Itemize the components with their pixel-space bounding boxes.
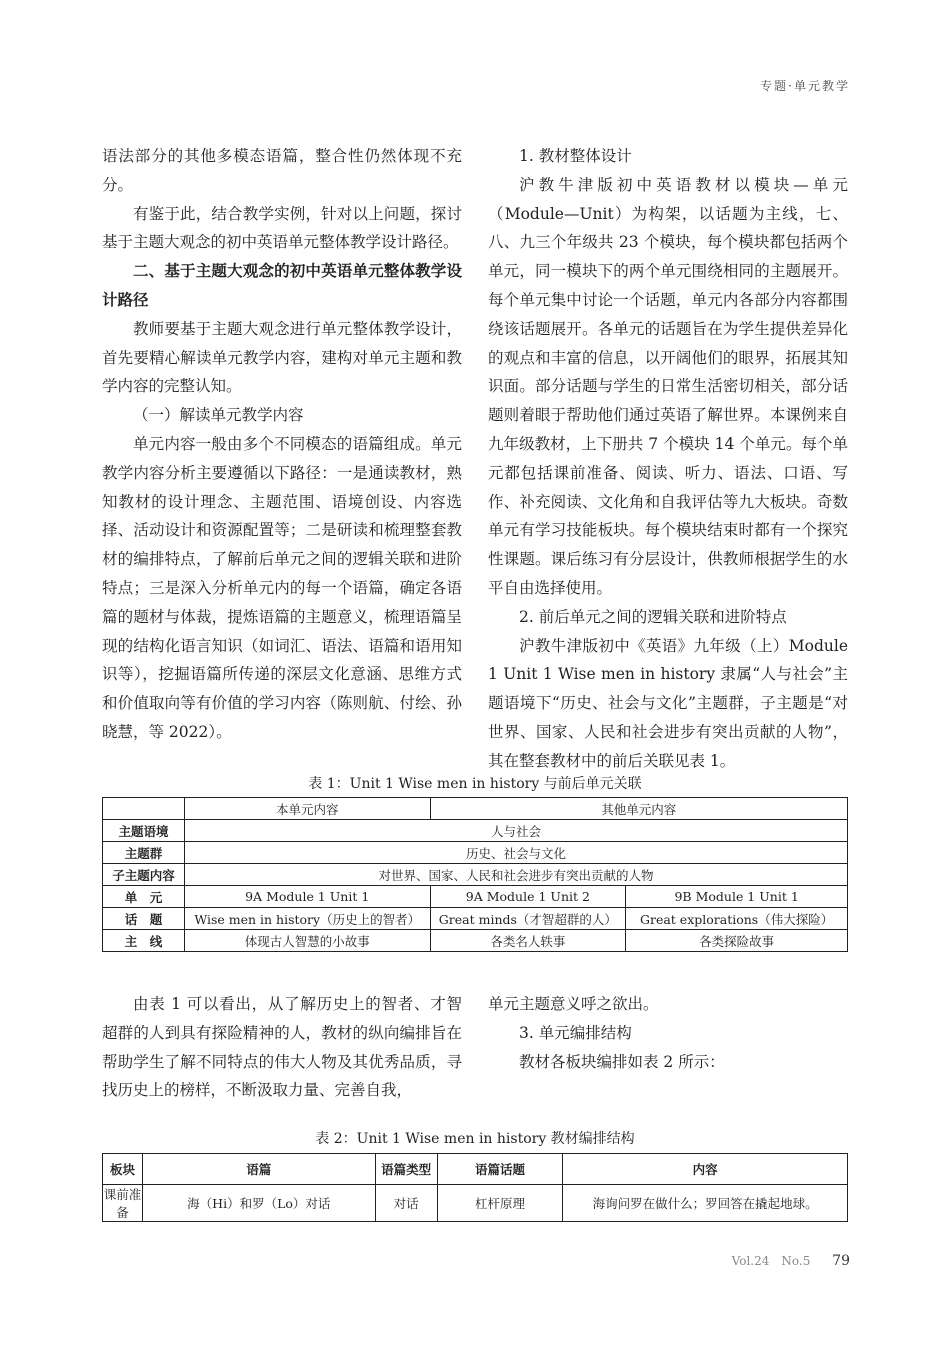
section-heading: 二、基于主题大观念的初中英语单元整体教学设计路径	[102, 261, 462, 309]
table-row	[103, 1185, 848, 1222]
paragraph: 教师要基于主题大观念进行单元整体教学设计，首先要精心解读单元教学内容，建构对单元主题和教学内容的完整认知。	[102, 319, 462, 396]
row-label: 话 题	[103, 908, 185, 930]
paragraph: 有鉴于此，结合教学实例，针对以上问题，探讨基于主题大观念的初中英语单元整体教学设计路径。	[102, 204, 462, 252]
table-row	[103, 798, 848, 820]
table-cell: Wise men in history（历史上的智者）	[184, 908, 430, 930]
table1-caption: 表 1：Unit 1 Wise men in history 与前后单元关联	[308, 776, 642, 792]
row-label: 主题群	[103, 842, 185, 864]
left-column	[102, 142, 462, 747]
subsection-heading: （一）解读单元教学内容	[133, 406, 304, 425]
paragraph: 沪教牛津版初中《英语》九年级（上）Module 1 Unit 1 Wise men in history 隶属“人与社会”主题语境下“历史、社会与文化”主题群，子主题是“对世界、国家、人民和社会进步有突出贡献的人物”，其在整套教材中的前后关联见表 1。	[488, 636, 848, 770]
row-label: 子主题内容	[103, 864, 185, 886]
subsection-heading: 1. 教材整体设计	[519, 147, 632, 165]
table-row	[103, 886, 848, 908]
table-row	[103, 930, 848, 952]
table-cell: Great explorations（伟大探险）	[626, 908, 848, 930]
table-cell: 体现古人智慧的小故事	[184, 930, 430, 952]
table-header-cell: 板块	[103, 1154, 143, 1185]
subsection-heading: 3. 单元编排结构	[519, 1023, 632, 1042]
table-cell: 对世界、国家、人民和社会进步有突出贡献的人物	[184, 864, 847, 886]
left-column-lower	[102, 990, 462, 1105]
table-cell: 杠杆原理	[437, 1185, 563, 1222]
row-label: 单 元	[103, 886, 185, 908]
page-footer	[732, 1252, 850, 1269]
row-label: 主 线	[103, 930, 185, 952]
table-row	[103, 1154, 848, 1185]
table-row	[103, 820, 848, 842]
right-column	[488, 142, 848, 776]
table-header-cell: 本单元内容	[184, 798, 430, 820]
table2-caption: 表 2：Unit 1 Wise men in history 教材编排结构	[315, 1131, 635, 1147]
table-cell: 9A Module 1 Unit 1	[184, 886, 430, 908]
table2	[102, 1153, 848, 1222]
table-cell: 各类探险故事	[626, 930, 848, 952]
table1	[102, 797, 848, 952]
table-cell: 海询问罗在做什么；罗回答在撬起地球。	[563, 1185, 848, 1222]
subsection-heading: 2. 前后单元之间的逻辑关联和进阶特点	[519, 607, 787, 626]
running-header: 专题·单元教学	[760, 79, 850, 93]
table-header-cell: 语篇类型	[375, 1154, 437, 1185]
table-row	[103, 908, 848, 930]
paragraph: 单元内容一般由多个不同模态的语篇组成。单元教学内容分析主要遵循以下路径：一是通读教材，熟知教材的设计理念、主题范围、语境创设、内容选择、活动设计和资源配置等；二是研读和梳理整套教材的编排特点，了解前后单元之间的逻辑关联和进阶特点；三是深入分析单元内的每一个语篇，确定各语篇的题材与体裁，提炼语篇的主题意义，梳理语篇呈现的结构化语言知识（如词汇、语法、语篇和语用知识等），挖掘语篇所传递的深层文化意涵、思维方式和价值取向等有价值的学习内容（陈则航、付绘、孙晓慧，等 2022）。	[102, 434, 462, 741]
table-row	[103, 864, 848, 886]
table-cell: Great minds（才智超群的人）	[430, 908, 626, 930]
table-cell	[103, 798, 185, 820]
table-cell: 对话	[375, 1185, 437, 1222]
table-cell: 各类名人轶事	[430, 930, 626, 952]
paragraph: 教材各板块编排如表 2 所示：	[519, 1052, 725, 1071]
table-header-cell: 语篇	[142, 1154, 375, 1185]
paragraph: 由表 1 可以看出，从了解历史上的智者、才智超群的人到具有探险精神的人，教材的纵向编排旨在帮助学生了解不同特点的伟大人物及其优秀品质，寻找历史上的榜样，不断汲取力量、完善自我，	[102, 995, 462, 1100]
paragraph: 单元主题意义呼之欲出。	[488, 995, 659, 1013]
right-column-lower	[488, 990, 848, 1076]
table-header-cell: 其他单元内容	[430, 798, 847, 820]
paragraph: 沪教牛津版初中英语教材以模块—单元（Module—Unit）为构架，以话题为主线，七、八、九三个年级共 23 个模块，每个模块都包括两个单元，同一模块下的两个单元围绕相同的主题展开。每个单元集中讨论一个话题，单元内各部分内容都围绕该话题展开。各单元的话题旨在为学生提供差异化的观点和丰富的信息，以开阔他们的眼界，拓展其知识面。部分话题与学生的日常生活密切相关，部分话题则着眼于帮助他们通过英语了解世界。本课例来自九年级教材，上下册共 7 个模块 14 个单元。每个单元都包括课前准备、阅读、听力、语法、口语、写作、补充阅读、文化角和自我评估等九大板块。奇数单元有学习技能板块。每个模块结束时都有一个探究性课题。课后练习有分层设计，供教师根据学生的水平自由选择使用。	[488, 175, 848, 597]
table-row	[103, 842, 848, 864]
table-cell: 9A Module 1 Unit 2	[430, 886, 626, 908]
row-label: 主题语境	[103, 820, 185, 842]
table-header-cell: 内容	[563, 1154, 848, 1185]
page-number: 79	[832, 1253, 850, 1269]
table-cell: 课前准备	[103, 1185, 143, 1222]
table-header-cell: 语篇话题	[437, 1154, 563, 1185]
table-cell: 历史、社会与文化	[184, 842, 847, 864]
paragraph: 语法部分的其他多模态语篇，整合性仍然体现不充分。	[102, 147, 462, 194]
volume-info: Vol.24 No.5	[731, 1254, 811, 1268]
table-cell: 9B Module 1 Unit 1	[626, 886, 848, 908]
table-cell: 海（Hi）和罗（Lo）对话	[142, 1185, 375, 1222]
table-cell: 人与社会	[184, 820, 847, 842]
